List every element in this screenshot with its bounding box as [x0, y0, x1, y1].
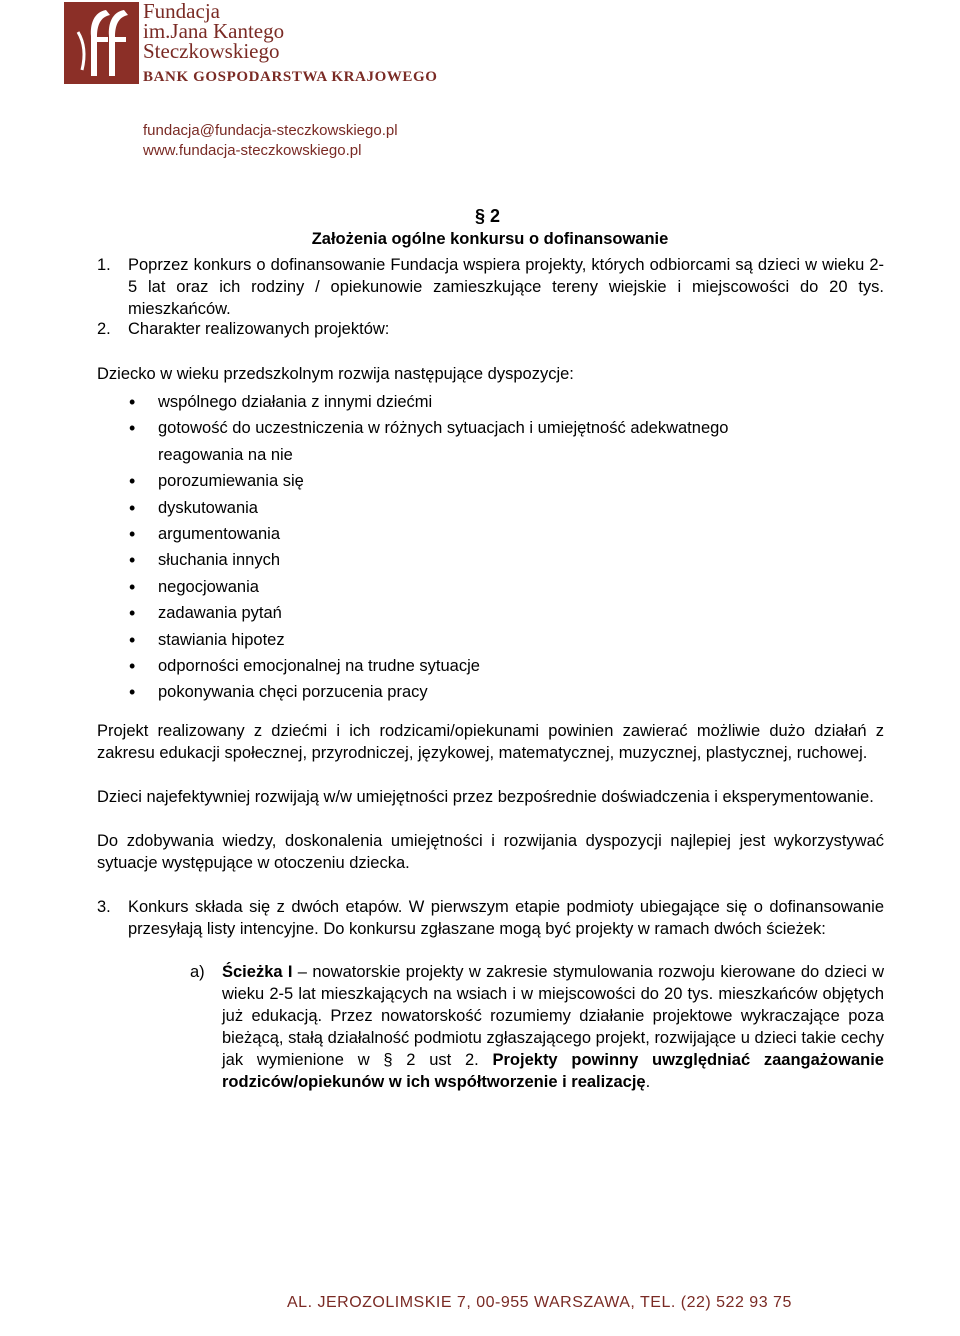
- path-a-end: .: [645, 1073, 651, 1091]
- list-item: • wspólnego działania z innymi dziećmi: [130, 389, 850, 415]
- paragraph-education: Projekt realizowany z dziećmi i ich rodzicami/opiekunami powinien zawierać możliwie dużo działań z zakresu edukacji społecznej, przyrodniczej, językowej, matematycznej, muzycznej, plastycznej, ruchowej.: [97, 722, 884, 762]
- website-link[interactable]: www.fundacja-steczkowskiego.pl: [143, 142, 362, 159]
- dispositions-list: [130, 389, 850, 706]
- path-a-letter: a): [190, 963, 205, 981]
- list-item: • gotowość do uczestniczenia w różnych sytuacjach i umiejętność adekwatnego reagowania na nie: [130, 415, 850, 468]
- foundation-name: [143, 0, 284, 61]
- point-1-number: 1.: [97, 256, 111, 274]
- section-number: § 2: [475, 206, 501, 226]
- path-a-text: [222, 961, 884, 1093]
- path-a-title: Ścieżka I: [222, 963, 293, 981]
- email-link[interactable]: fundacja@fundacja-steczkowskiego.pl: [143, 122, 398, 139]
- point-3-text: Konkurs składa się z dwóch etapów. W pierwszym etapie podmioty ubiegające się o dofinansowanie przesyłają listy intencyjne. Do konkursu zgłaszane mogą być projekty w ramach dwóch ścieżek:: [128, 898, 884, 938]
- paragraph-experience: Dzieci najefektywniej rozwijają w/w umiejętności przez bezpośrednie doświadczenia i eksperymentowanie.: [97, 788, 874, 806]
- foundation-logo-icon: [64, 2, 139, 84]
- point-3-number: 3.: [97, 898, 111, 916]
- point-2-number: 2.: [97, 320, 111, 338]
- path-a-bold-requirement: Projekty powinny uwzględniać zaangażowanie rodziców/opiekunów w ich współtworzenie i realizację: [222, 1051, 884, 1091]
- contact-info: [143, 121, 398, 161]
- point-1-text: Poprzez konkurs o dofinansowanie Fundacja wspiera projekty, których odbiorcami są dzieci w wieku 2-5 lat oraz ich rodziny / opiekunowie zamieszkujące tereny wiejskie i miejscowości do 20 tys. mieszkańców.: [128, 256, 884, 318]
- dispositions-intro: Dziecko w wieku przedszkolnym rozwija następujące dyspozycje:: [97, 365, 574, 383]
- footer-address: AL. JEROZOLIMSKIE 7, 00-955 WARSZAWA, TEL. (22) 522 93 75: [287, 1294, 792, 1311]
- list-item: • stawiania hipotez: [130, 627, 850, 653]
- foundation-name-line2: im.Jana Kantego: [143, 19, 285, 43]
- list-item: • słuchania innych: [130, 547, 850, 573]
- section-title: Założenia ogólne konkursu o dofinansowanie: [311, 230, 669, 248]
- paragraph-knowledge: Do zdobywania wiedzy, doskonalenia umiejętności i rozwijania dyspozycji najlepiej jest wykorzystywać sytuacje występujące w otoczeniu dziecka.: [97, 832, 884, 872]
- list-item: • dyskutowania: [130, 495, 850, 521]
- foundation-name-line1: Fundacja: [143, 0, 220, 23]
- list-item: • negocjowania: [130, 574, 850, 600]
- point-2-text: Charakter realizowanych projektów:: [128, 320, 390, 338]
- foundation-name-line3: Steczkowskiego: [143, 39, 280, 63]
- bank-name: BANK GOSPODARSTWA KRAJOWEGO: [143, 69, 438, 85]
- list-item: • porozumiewania się: [130, 468, 850, 494]
- list-item: • pokonywania chęci porzucenia pracy: [130, 679, 850, 705]
- list-item: • odporności emocjonalnej na trudne sytuacje: [130, 653, 850, 679]
- path-a-description: nowatorskie projekty w zakresie stymulowania rozwoju kierowane do dzieci w wieku 2-5 lat mieszkających na wsiach i w miejscowości do 20 tys. mieszkańców objętych już edukacją. Przez nowatorskość rozumiemy działanie projektowe wykraczające poza bieżącą, stałą działalność podmiotu zgłaszającego projekt, rozwijające u dzieci takie cechy jak wymienione w § 2 ust 2.: [222, 963, 884, 1069]
- path-a-dash: –: [292, 963, 313, 981]
- list-item: • argumentowania: [130, 521, 850, 547]
- list-item: • zadawania pytań: [130, 600, 850, 626]
